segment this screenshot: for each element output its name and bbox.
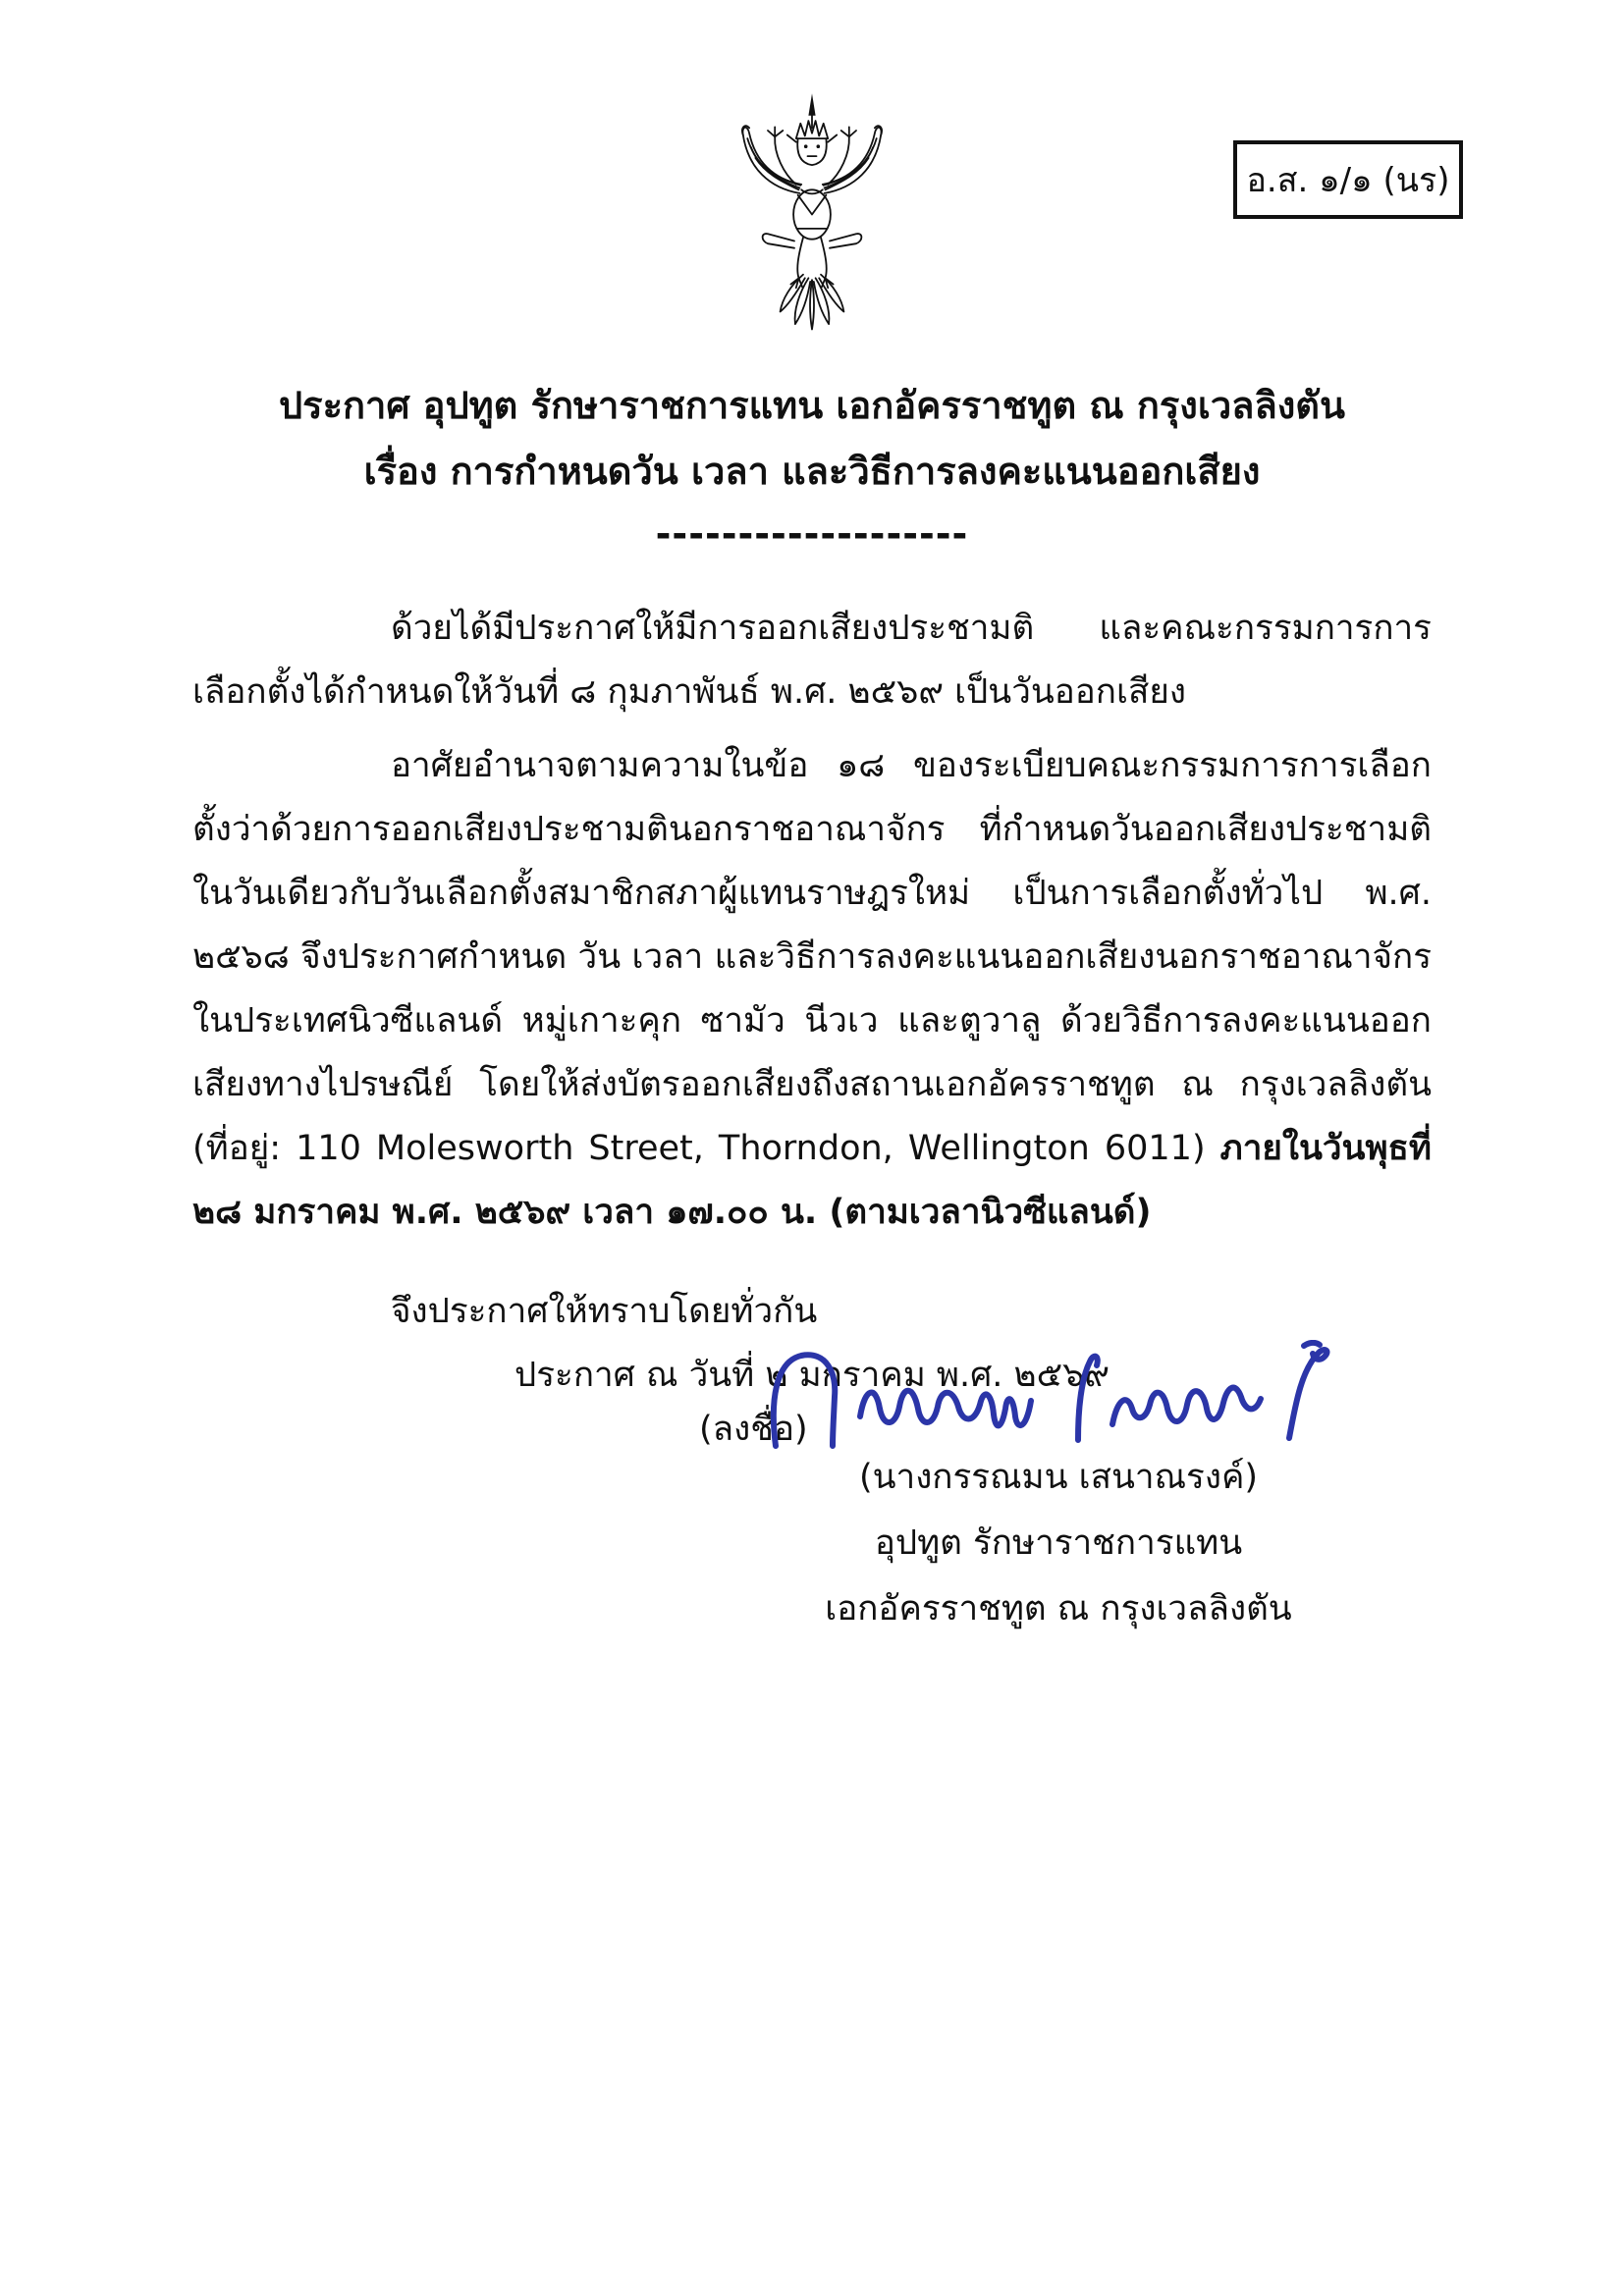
paragraph-closing: จึงประกาศให้ทราบโดยทั่วกัน bbox=[391, 1292, 818, 1331]
doc-code-text: อ.ส. ๑/๑ (นร) bbox=[1246, 161, 1450, 200]
garuda-emblem-icon bbox=[724, 90, 900, 347]
paragraph-authority-deadline: ภายในวันพุธที่ ๒๘ มกราคม พ.ศ. ๒๕๖๙ เวลา ๑๗.๐๐ น. (ตามเวลานิวซีแลนด์) bbox=[192, 1129, 1432, 1232]
signer-title-2: เอกอัครราชทูต ณ กรุงเวลลิงตัน bbox=[825, 1589, 1292, 1629]
doc-code-box bbox=[1233, 140, 1463, 219]
title-block bbox=[0, 373, 1624, 563]
signer-name: (นางกรรณมน เสนาณรงค์) bbox=[858, 1458, 1259, 1497]
paragraph-authority-normal: อาศัยอำนาจตามความในข้อ ๑๘ ของระเบียบคณะกรรมการการเลือกตั้งว่าด้วยการออกเสียงประชามตินอกราชอาณาจักร ที่กำหนดวันออกเสียงประชามติในวันเดียวกับวันเลือกตั้งสมาชิกสภาผู้แทนราษฎรใหม่ เป็นการเลือกตั้งทั่วไป พ.ศ. ๒๕๖๘ จึงประกาศกำหนด วัน เวลา และวิธีการลงคะแนนออกเสียงนอกราชอาณาจักรในประเทศนิวซีแลนด์ หมู่เกาะคุก ซามัว นีวเว และตูวาลู ด้วยวิธีการลงคะแนนออกเสียงทางไปรษณีย์ โดยให้ส่งบัตรออกเสียงถึงสถานเอกอัครราชทูต ณ กรุงเวลลิงตัน (ที่อยู่: 110 Molesworth Street, Thorndon, Wellington 6011) bbox=[192, 746, 1432, 1168]
paragraph-preamble: ด้วยได้มีประกาศให้มีการออกเสียงประชามติ และคณะกรรมการการเลือกตั้งได้กำหนดให้วันที่ ๘ กุมภาพันธ์ พ.ศ. ๒๕๖๙ เป็นวันออกเสียง bbox=[192, 609, 1432, 712]
announcement-subject: เรื่อง การกำหนดวัน เวลา และวิธีการลงคะแนนออกเสียง bbox=[363, 450, 1261, 493]
signer-title-1: อุปทูต รักษาราชการแทน bbox=[874, 1523, 1243, 1563]
title-divider: ------------------- bbox=[655, 512, 969, 556]
signoff-block bbox=[764, 1445, 1353, 1642]
announcement-title: ประกาศ อุปทูต รักษาราชการแทน เอกอัครราชทูต ณ กรุงเวลลิงตัน bbox=[279, 384, 1345, 427]
body-text bbox=[192, 597, 1432, 1408]
announce-date-line: ประกาศ ณ วันที่ ๒ มกราคม พ.ศ. ๒๕๖๙ bbox=[514, 1356, 1110, 1395]
signed-label: (ลงชื่อ) bbox=[699, 1410, 808, 1449]
paragraph-authority bbox=[192, 734, 1432, 1245]
